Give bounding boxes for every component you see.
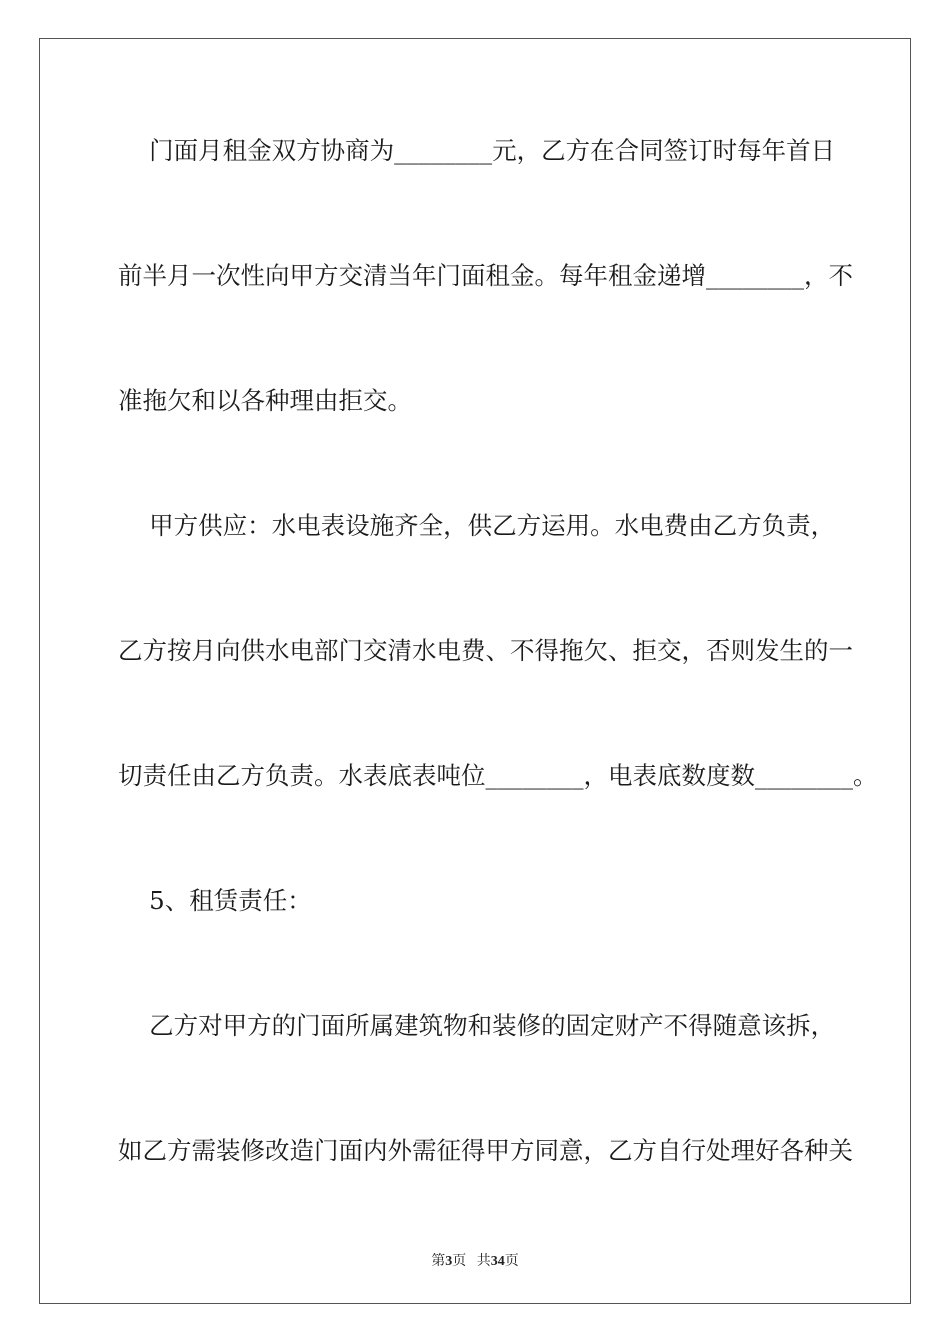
paragraph-line: 切责任由乙方负责。水表底表吨位________，电表底数度数________。 [118,761,878,790]
section-heading: 5、租赁责任： [118,886,312,915]
paragraph-line: 前半月一次性向甲方交清当年门面租金。每年租金递增________，不 [118,261,853,290]
paragraph-line: 准拖欠和以各种理由拒交。 [118,386,412,415]
footer-total-pages: 34 [490,1254,505,1269]
page-frame [39,38,911,1304]
footer-page-number: 3 [445,1254,453,1269]
paragraph-line: 如乙方需装修改造门面内外需征得甲方同意，乙方自行处理好各种关 [118,1136,853,1165]
paragraph-line: 门面月租金双方协商为________元，乙方在合同签订时每年首日 [118,136,836,165]
paragraph-line: 甲方供应：水电表设施齐全，供乙方运用。水电费由乙方负责， [118,511,836,540]
paragraph-line: 乙方对甲方的门面所属建筑物和装修的固定财产不得随意该拆， [118,1011,836,1040]
footer-page-prefix: 第 [431,1254,446,1269]
footer-total-suffix: 页 [504,1254,519,1269]
footer-page-suffix: 页 [452,1254,467,1269]
page-footer [0,1250,950,1270]
footer-total-prefix: 共 [476,1254,491,1269]
paragraph-line: 乙方按月向供水电部门交清水电费、不得拖欠、拒交，否则发生的一 [118,636,853,665]
